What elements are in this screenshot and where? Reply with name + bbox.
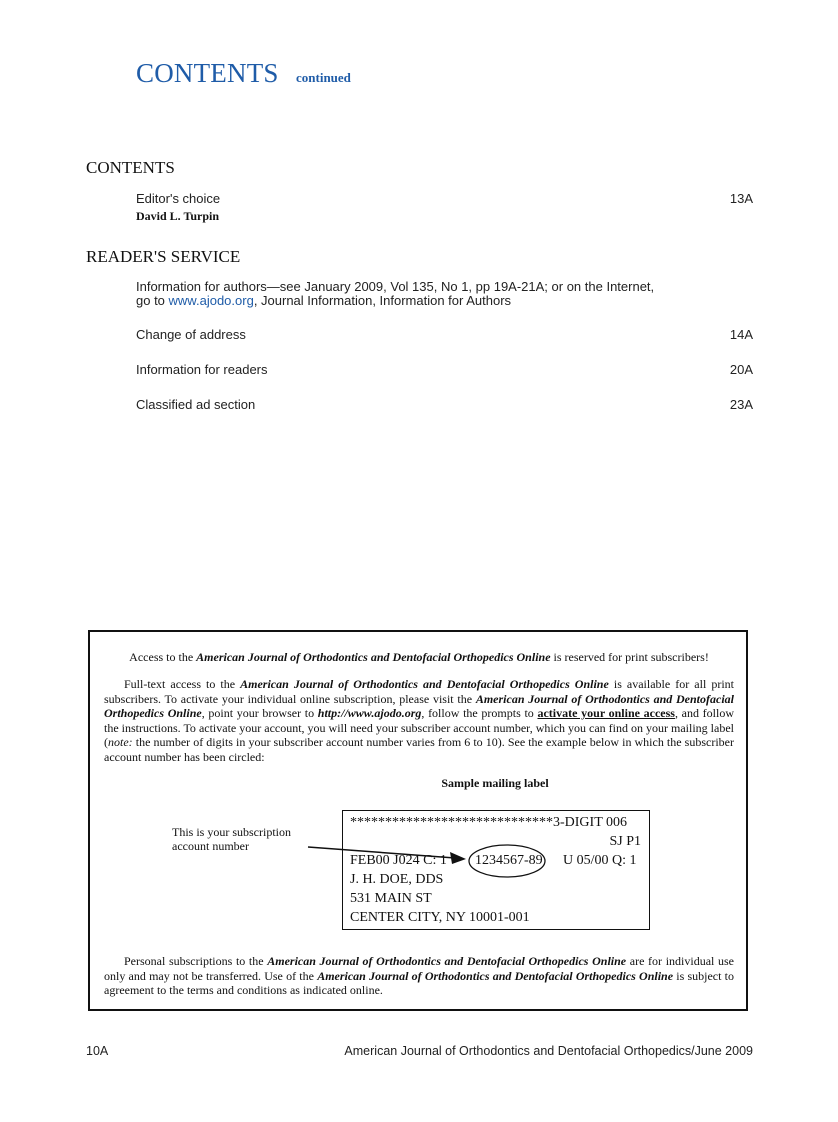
- label-account-number: 1234567-89: [475, 853, 543, 868]
- label-line-3-prefix: FEB00 J024 C: 1: [350, 853, 447, 868]
- toc-entry-classified-ad-section[interactable]: Classified ad section: [136, 397, 256, 412]
- toc-page-classified-ad-section: 23A: [729, 397, 753, 412]
- callout-line-2: account number: [172, 839, 249, 853]
- ajodo-link[interactable]: www.ajodo.org: [168, 293, 254, 308]
- p1-prefix: Access to the: [129, 650, 197, 664]
- label-line-6: CENTER CITY, NY 10001-001: [350, 910, 530, 925]
- p2-c: , point your browser to: [201, 706, 318, 720]
- toc-page-change-of-address: 14A: [729, 327, 753, 342]
- page-title: CONTENTS: [136, 58, 279, 88]
- label-line-4: J. H. DOE, DDS: [350, 872, 444, 887]
- label-line-1: *****************************3-DIGIT 006: [350, 815, 628, 830]
- footer-page-number: 10A: [86, 1044, 109, 1058]
- toc-entry-editors-choice[interactable]: Editor's choice: [136, 191, 221, 206]
- callout-line-1: This is your subscription: [172, 825, 291, 839]
- label-line-2: SJ P1: [609, 834, 641, 849]
- section-heading-contents: CONTENTS: [86, 158, 175, 177]
- p3-c: is subject to agreement to the terms and conditions as indicated online.: [104, 968, 735, 997]
- journal-name: American Journal of Orthodontics and Dentofacial Orthopedics Online: [267, 954, 627, 968]
- p1-suffix: is reserved for print subscribers!: [550, 650, 709, 664]
- journal-name: American Journal of Orthodontics and Dentofacial Orthopedics Online: [196, 650, 551, 664]
- p2-b: is available for all print subscribers. To activate your individual online subscription, please visit the: [104, 677, 734, 706]
- p3-a: Personal subscriptions to the: [124, 954, 268, 968]
- journal-name: American Journal of Orthodontics and Dentofacial Orthopedics Online: [240, 677, 609, 691]
- p2-f: the number of digits in your subscriber account number varies from 6 to 10). See the example below in which the subscriber account number has been circled:: [104, 735, 734, 764]
- section-heading-readers-service: READER'S SERVICE: [86, 247, 241, 266]
- p2-e: , and follow the instructions. To activate your account, you will need your subscriber account number, which you can find on your mailing label (: [104, 706, 734, 749]
- toc-author: David L. Turpin: [136, 209, 220, 223]
- footer-journal-issue: American Journal of Orthodontics and Dentofacial Orthopedics/June 2009: [344, 1044, 753, 1058]
- p2-d: , follow the prompts to: [421, 706, 538, 720]
- toc-entry-change-of-address[interactable]: Change of address: [136, 327, 246, 342]
- sample-label-title: Sample mailing label: [441, 776, 549, 790]
- label-line-3-suffix: U 05/00 Q: 1: [563, 853, 637, 868]
- journal-name: American Journal of Orthodontics and Dentofacial Orthopedics Online: [317, 968, 674, 983]
- info-suffix: , Journal Information, Information for Authors: [253, 293, 512, 308]
- toc-page-information-for-readers: 20A: [729, 362, 753, 377]
- info-line-1: Information for authors—see January 2009, Vol 135, No 1, pp 19A-21A; or on the Internet,: [136, 279, 655, 294]
- ajodo-url[interactable]: http://www.ajodo.org: [317, 706, 422, 720]
- notice-paragraph-3: [104, 954, 734, 998]
- journal-name: American Journal of Orthodontics and Dentofacial Orthopedics Online: [104, 691, 734, 720]
- toc-page-editors-choice: 13A: [729, 191, 753, 206]
- activate-online-access-link[interactable]: activate your online access: [537, 706, 675, 720]
- p2-a: Full-text access to the: [124, 677, 241, 691]
- info-prefix: go to: [136, 293, 169, 308]
- page-subtitle: continued: [296, 70, 351, 85]
- toc-entry-information-for-readers[interactable]: Information for readers: [136, 362, 268, 377]
- p3-b: are for individual use only and may not be transferred. Use of the: [104, 954, 734, 983]
- note-label: note:: [108, 735, 133, 749]
- label-line-5: 531 MAIN ST: [350, 891, 432, 906]
